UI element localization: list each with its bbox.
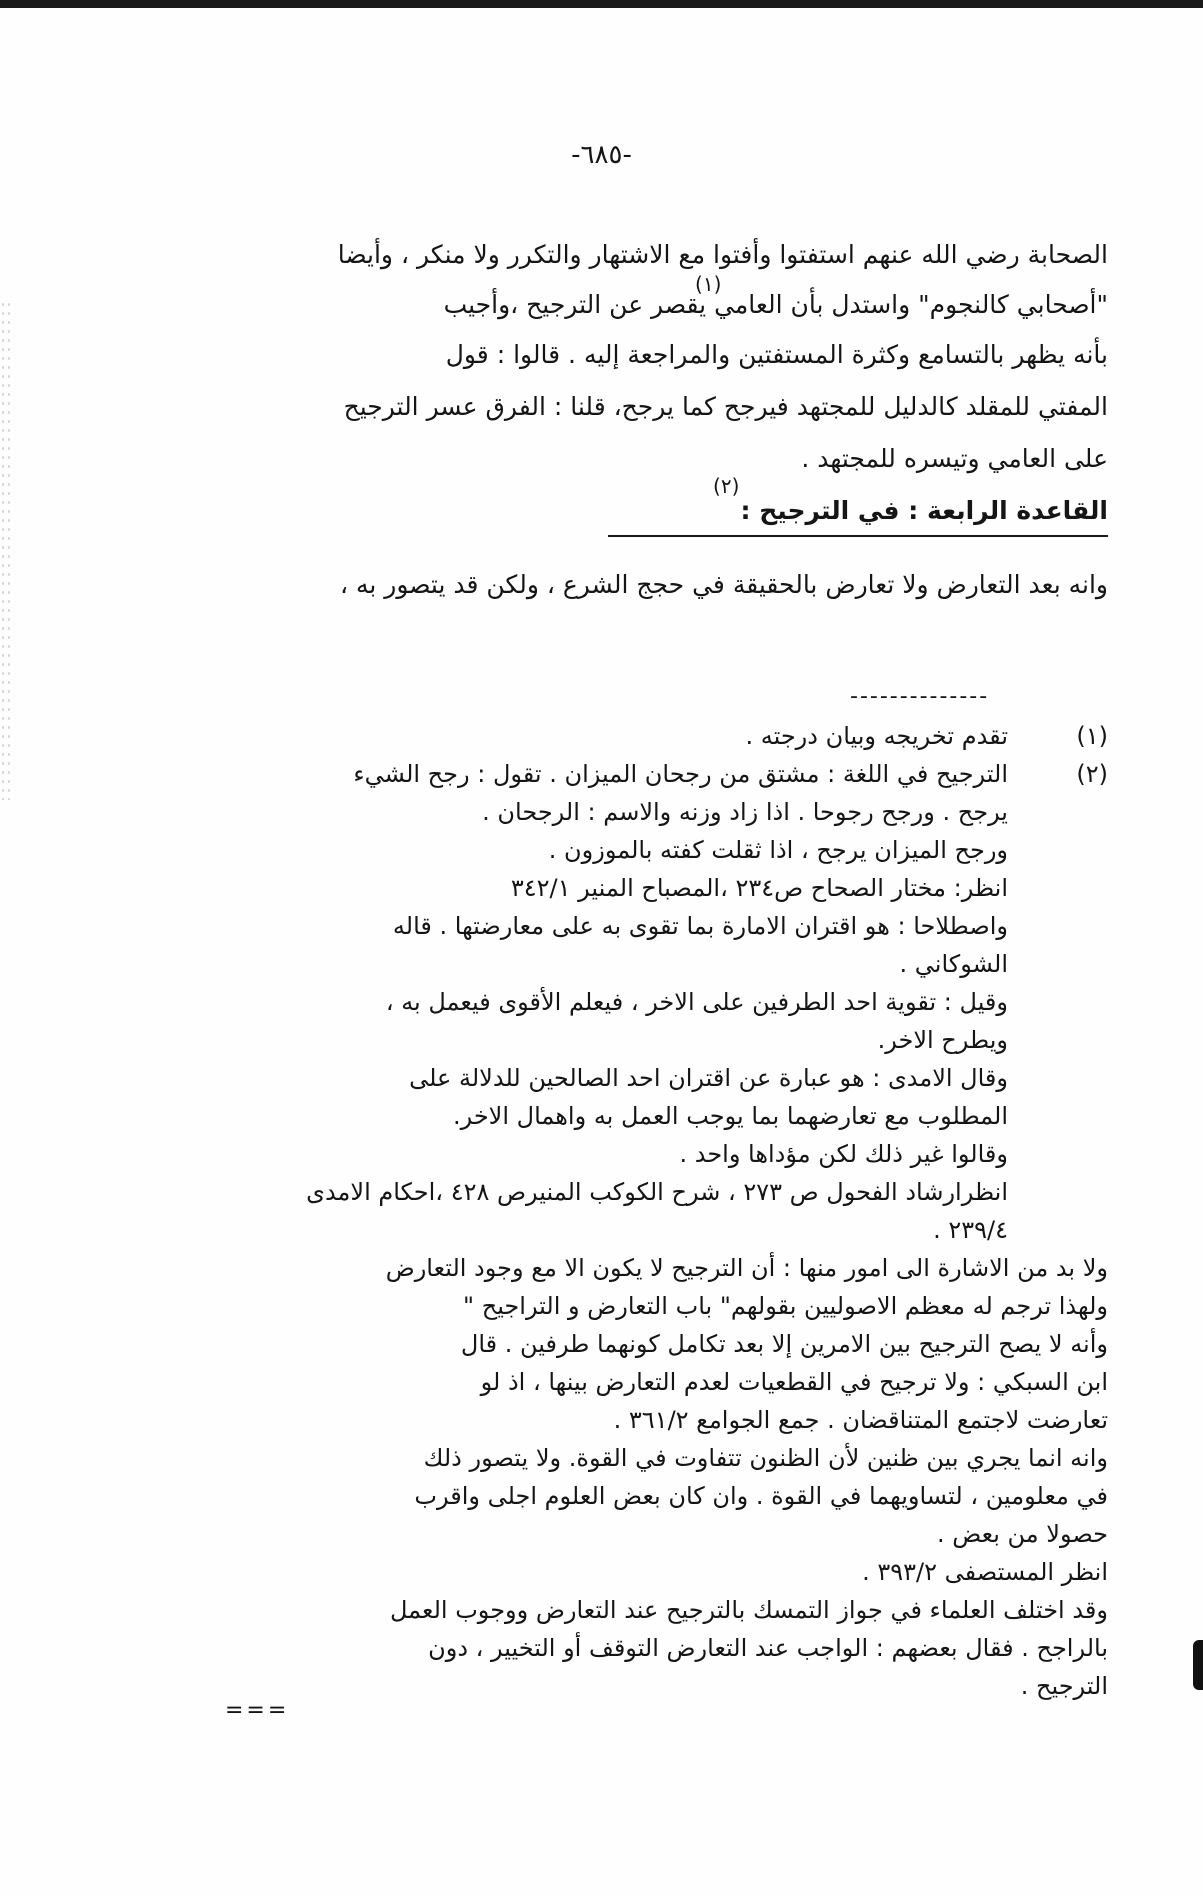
body-line-after-heading: وانه بعد التعارض ولا تعارض بالحقيقة في حجج الشرع ، ولكن قد يتصور به ، xyxy=(339,570,1108,599)
footnote-2-line-13: ٢٣٩/٤ . xyxy=(933,1216,1008,1244)
body-line-4: المفتي للمقلد كالدليل للمجتهد فيرجح كما يرجح، قلنا : الفرق عسر الترجيح xyxy=(343,392,1108,421)
footnote-2-back-10: وقد اختلف العلماء في جواز التمسك بالترجيح عند التعارض ووجوب العمل xyxy=(389,1596,1108,1624)
scan-speckle xyxy=(0,300,14,800)
body-line-1: الصحابة رضي الله عنهم استفتوا وأفتوا مع الاشتهار والتكرر ولا منكر ، وأيضا xyxy=(337,240,1108,269)
scan-top-border xyxy=(0,0,1203,8)
footnote-divider: -------------- xyxy=(850,684,990,709)
footnote-2-back-8: حصولا من بعض . xyxy=(936,1520,1108,1548)
heading-underline xyxy=(608,535,1108,537)
footnote-2-line-5: واصطلاحا : هو اقتران الامارة بما تقوى به على معارضتها . قاله xyxy=(392,912,1008,940)
footnote-number-2: (٢) xyxy=(1076,760,1108,788)
footnote-2-line-10: المطلوب مع تعارضهما بما يوجب العمل به واهمال الاخر. xyxy=(452,1102,1008,1130)
footnote-2-line-6: الشوكاني . xyxy=(899,950,1008,978)
page-number: -٦٨٥- xyxy=(571,140,632,170)
footnote-2-line-1: الترجيح في اللغة : مشتق من رجحان الميزان . تقول : رجح الشيء xyxy=(353,760,1008,788)
footnote-2-line-7: وقيل : تقوية احد الطرفين على الاخر ، فيعلم الأقوى فيعمل به ، xyxy=(385,988,1008,1016)
footnote-2-line-2: يرجح . ورجح رجوحا . اذا زاد وزنه والاسم : الرجحان . xyxy=(482,798,1008,826)
footnote-ref-2: (٢) xyxy=(713,474,740,498)
footnote-2-back-2: ولهذا ترجم له معظم الاصوليين بقولهم" باب التعارض و التراجيح " xyxy=(463,1292,1108,1320)
footnote-ref-1: (١) xyxy=(695,272,722,296)
footnote-2-back-5: تعارضت لاجتمع المتناقضان . جمع الجوامع ٣٦١/٢ . xyxy=(613,1406,1108,1434)
footnote-2-line-8: ويطرح الاخر. xyxy=(877,1026,1008,1054)
footnote-2-line-3: ورجح الميزان يرجح ، اذا ثقلت كفته بالموزون . xyxy=(548,836,1008,864)
footnote-2-line-11: وقالوا غير ذلك لكن مؤداها واحد . xyxy=(679,1140,1008,1168)
footnote-2-back-9: انظر المستصفى ٣٩٣/٢ . xyxy=(862,1558,1108,1586)
footnote-2-line-9: وقال الامدى : هو عبارة عن اقتران احد الصالحين للدلالة على xyxy=(409,1064,1008,1092)
footnote-2-back-3: وأنه لا يصح الترجيح بين الامرين إلا بعد تكامل كونهما طرفين . قال xyxy=(460,1330,1108,1358)
body-line-5: على العامي وتيسره للمجتهد . xyxy=(801,444,1108,473)
end-mark: === xyxy=(225,1698,290,1723)
body-line-2: "أصحابي كالنجوم" واستدل بأن العامي يقصر عن الترجيح ،وأجيب xyxy=(443,290,1108,319)
footnote-2-back-11: بالراجح . فقال بعضهم : الواجب عند التعارض التوقف أو التخيير ، دون xyxy=(428,1634,1108,1662)
body-line-3: بأنه يظهر بالتسامع وكثرة المستفتين والمراجعة إليه . قالوا : قول xyxy=(445,340,1108,369)
footnote-2-back-4: ابن السبكي : ولا ترجيح في القطعيات لعدم التعارض بينها ، اذ لو xyxy=(480,1368,1108,1396)
footnote-2-line-4: انظر: مختار الصحاح ص٢٣٤ ،المصباح المنير ٣٤٢/١ xyxy=(510,874,1008,902)
footnote-2-line-12: انظرارشاد الفحول ص ٢٧٣ ، شرح الكوكب المنيرص ٤٢٨ ،احكام الامدى xyxy=(306,1178,1008,1206)
footnote-number-1: (١) xyxy=(1076,722,1108,750)
section-heading: القاعدة الرابعة : في الترجيح : xyxy=(740,496,1108,525)
footnote-text-1: تقدم تخريجه وبيان درجته . xyxy=(745,722,1008,750)
footnote-2-back-7: في معلومين ، لتساويهما في القوة . وان كان بعض العلوم اجلى واقرب xyxy=(414,1482,1108,1510)
footnote-2-back-6: وانه انما يجري بين ظنين لأن الظنون تتفاوت في القوة. ولا يتصور ذلك xyxy=(423,1444,1108,1472)
footnote-2-back-1: ولا بد من الاشارة الى امور منها : أن الترجيح لا يكون الا مع وجود التعارض xyxy=(385,1254,1108,1282)
scan-edge-mark xyxy=(1193,1640,1203,1690)
footnote-2-back-12: الترجيح . xyxy=(1020,1672,1108,1700)
